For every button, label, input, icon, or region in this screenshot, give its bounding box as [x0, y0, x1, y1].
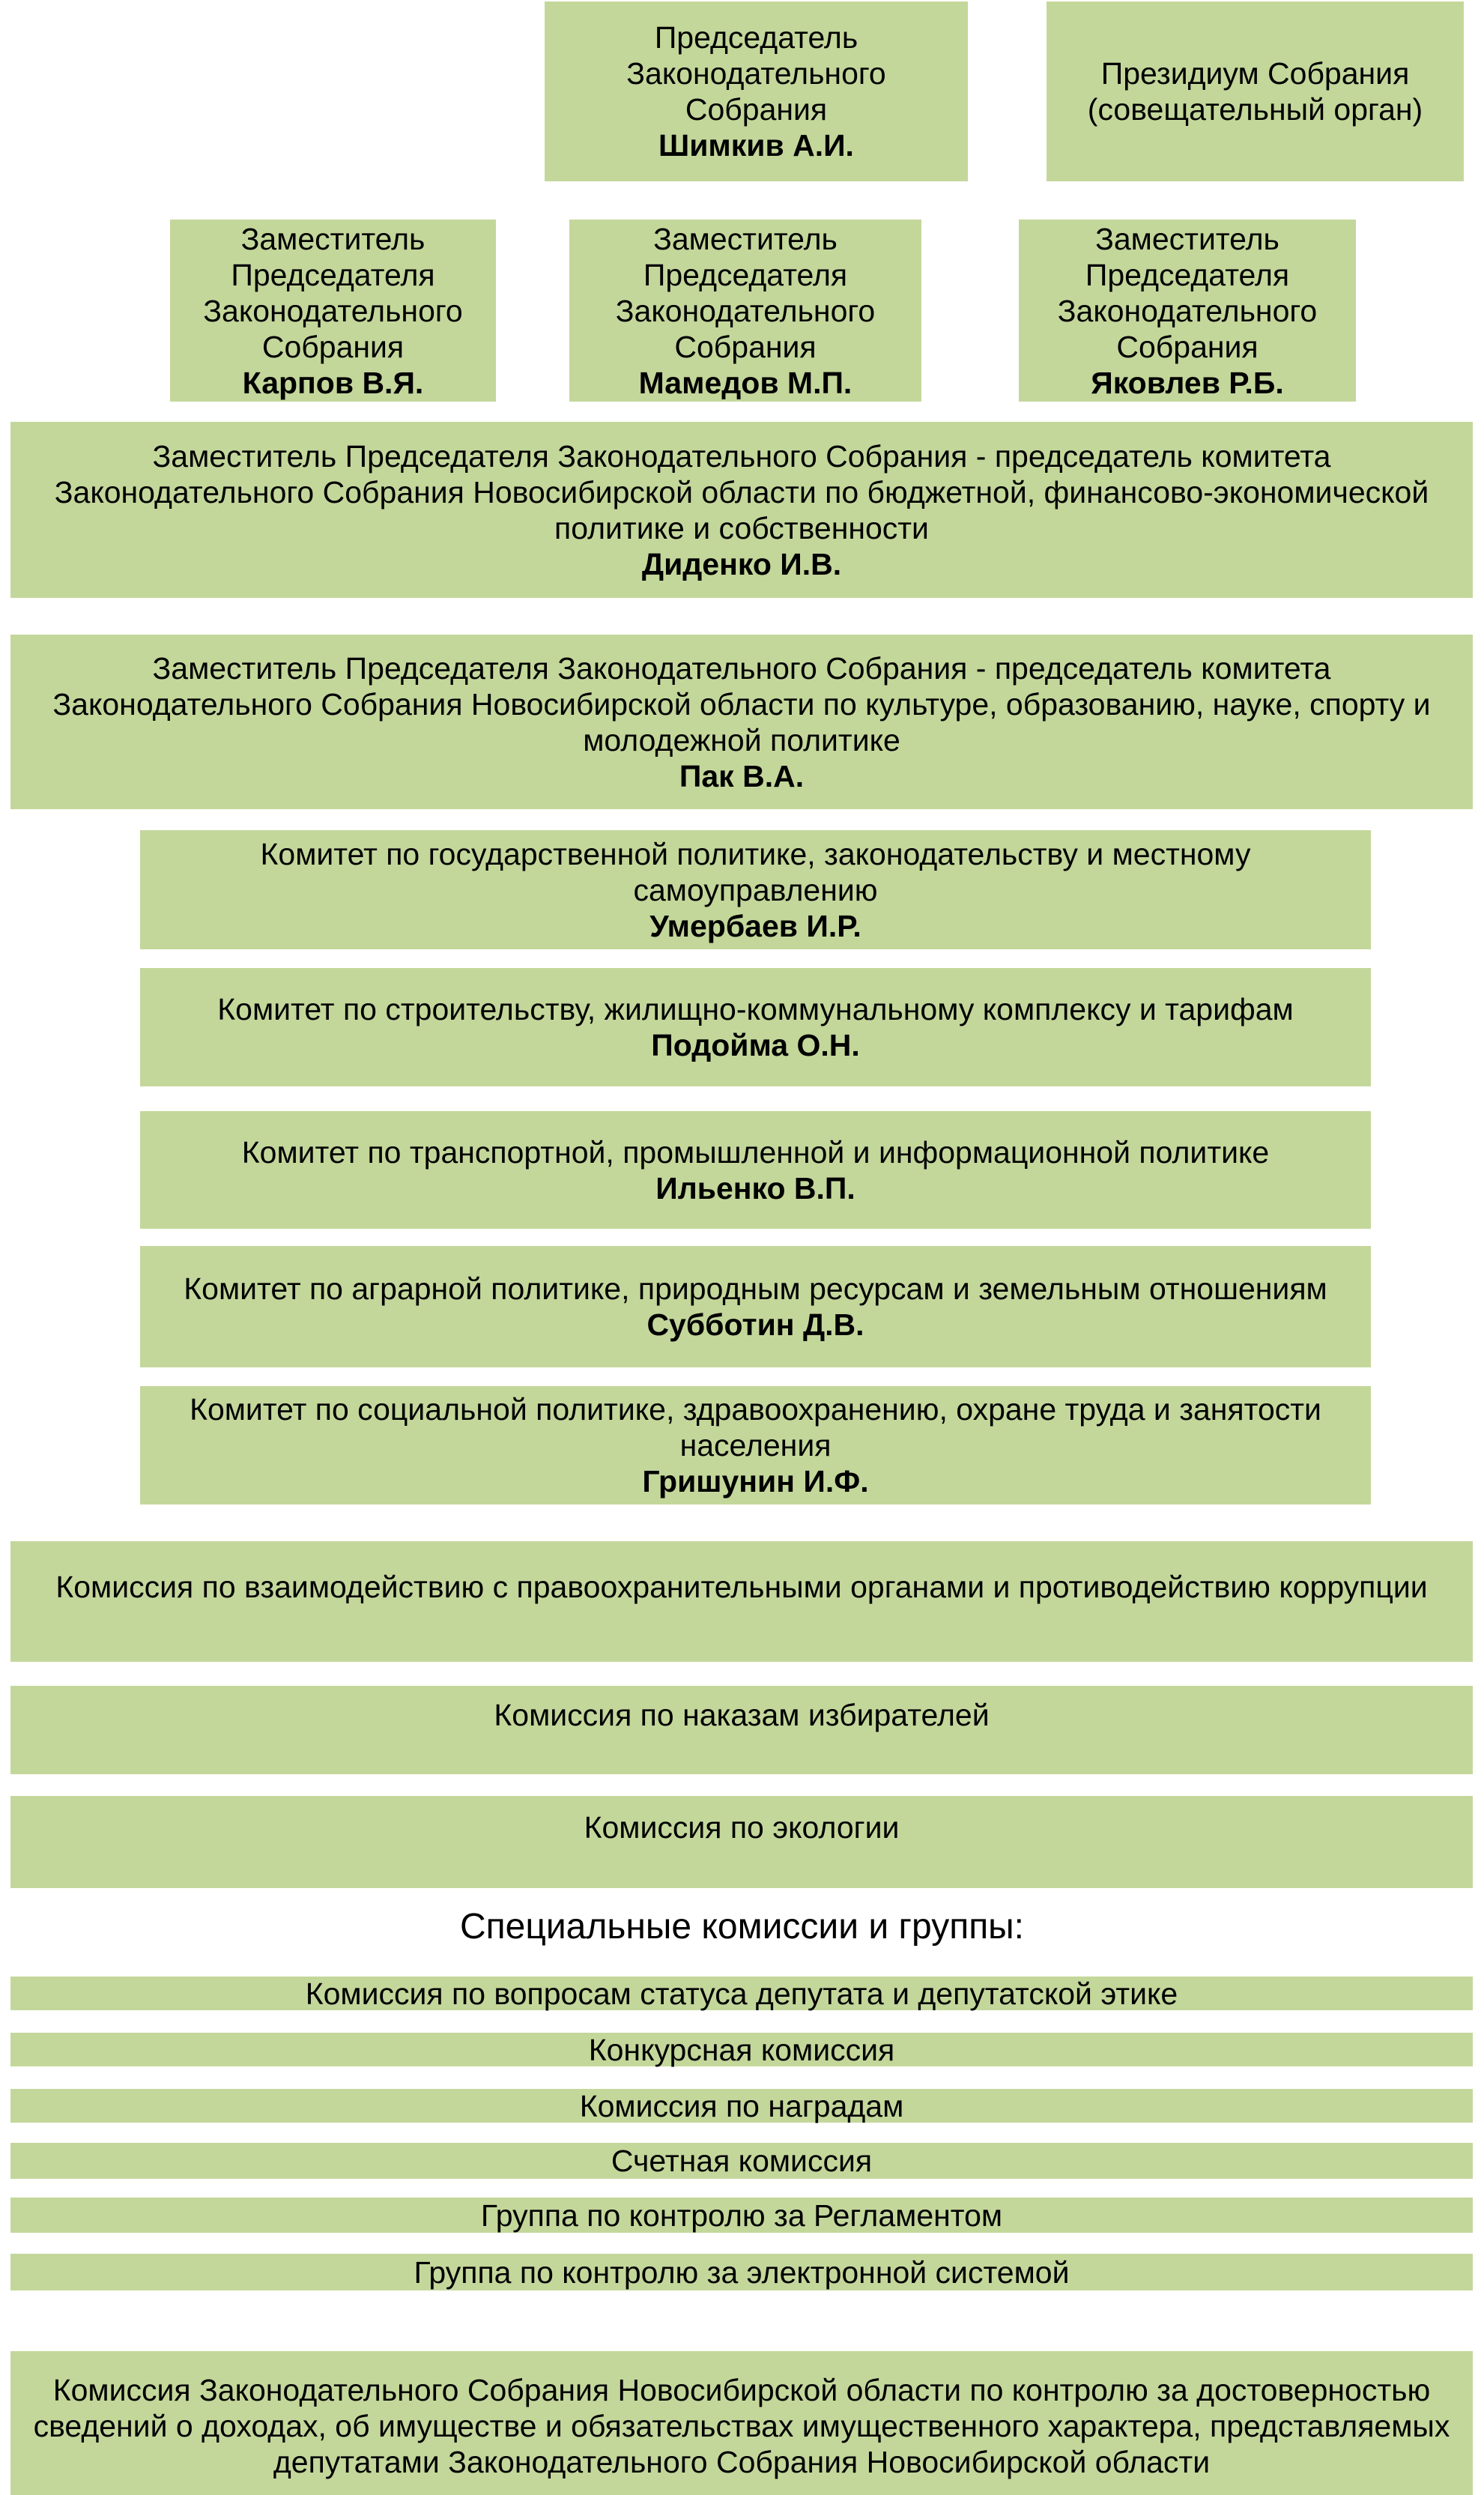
special-commission-competition-box [10, 2033, 1473, 2066]
committee-agrarian-box [140, 1246, 1371, 1367]
special-group-title: Группа по контролю за электронной системой [414, 2254, 1070, 2290]
committee-chair-name: Умербаев И.Р. [649, 908, 861, 943]
commission-ecology-box [10, 1796, 1473, 1888]
vice-chairman-budget-name: Диденко И.В. [641, 546, 842, 581]
commission-title: Комиссия по взаимодействию с правоохранительными органами и противодействию коррупции [55, 1569, 1428, 1604]
committee-state-policy-box [140, 830, 1371, 949]
deputy-chairman-box-3 [1019, 220, 1356, 402]
vice-chairman-culture-title: Заместитель Председателя Законодательного Собрания - председатель комитета Законодательного Собрания Новосибирской области по культуре, образованию, науке, спорту и молодежной политике [52, 650, 1431, 757]
commission-income-verification-title: Комиссия Законодательного Собрания Новосибирской области по контролю за достоверностью сведений о доходах, об имуществе и обязательствах имущественного характера, представляемых депутатами Законодательного Собрания Новосибирской области [33, 2373, 1450, 2479]
committee-transport-box [140, 1111, 1371, 1229]
committee-title: Комитет по строительству, жилищно-коммунальному комплексу и тарифам [217, 992, 1294, 1026]
committee-construction-box [140, 968, 1371, 1086]
deputy-chairman-title: Заместитель Председателя Законодательного Собрания [1057, 221, 1318, 364]
commission-income-verification-box [10, 2351, 1473, 2495]
presidium-box [1047, 1, 1464, 181]
vice-chairman-budget-committee-box [10, 422, 1473, 598]
deputy-chairman-title: Заместитель Председателя Законодательного Собрания [615, 221, 876, 364]
deputy-chairman-title: Заместитель Председателя Законодательного Собрания [203, 221, 463, 364]
special-commission-counting-box [10, 2143, 1473, 2179]
committee-chair-name: Субботин Д.В. [646, 1307, 864, 1342]
commission-law-enforcement-box [10, 1541, 1473, 1662]
chairman-box [545, 1, 968, 181]
committee-title: Комитет по социальной политике, здравоохранению, охране труда и занятости населения [190, 1392, 1321, 1463]
special-group-regulations-box [10, 2198, 1473, 2233]
deputy-chairman-name: Мамедов М.П. [638, 365, 852, 400]
special-commission-title: Комиссия по вопросам статуса депутата и депутатской этике [305, 1976, 1178, 2011]
committee-social-policy-box [140, 1386, 1371, 1504]
commission-voter-mandates-box [10, 1686, 1473, 1774]
special-group-title: Группа по контролю за Регламентом [480, 2198, 1003, 2233]
special-group-electronic-system-box [10, 2254, 1473, 2290]
committee-chair-name: Ильенко В.П. [655, 1170, 855, 1206]
commission-title: Комиссия по наказам избирателей [494, 1698, 990, 1732]
special-commission-awards-box [10, 2089, 1473, 2123]
special-commission-title: Счетная комиссия [611, 2144, 873, 2178]
commission-title: Комиссия по экологии [584, 1809, 900, 1845]
special-commission-title: Конкурсная комиссия [588, 2032, 895, 2067]
chairman-title: Председатель Законодательного Собрания [626, 20, 886, 127]
committee-chair-name: Подойма О.Н. [651, 1028, 860, 1062]
vice-chairman-culture-committee-box [10, 635, 1473, 809]
special-commission-title: Комиссия по наградам [579, 2088, 904, 2123]
chairman-name: Шимкив А.И. [658, 128, 854, 163]
committee-title: Комитет по аграрной политике, природным ресурсам и земельным отношениям [184, 1271, 1327, 1306]
deputy-chairman-box-2 [569, 220, 921, 402]
vice-chairman-budget-title: Заместитель Председателя Законодательного Собрания - председатель комитета Законодательного Собрания Новосибирской области по бюджетной, финансово-экономической политике и собственности [54, 438, 1429, 545]
special-commissions-heading: Специальные комиссии и группы: [459, 1907, 1025, 1947]
deputy-chairman-name: Яковлев Р.Б. [1091, 365, 1284, 400]
vice-chairman-culture-name: Пак В.А. [679, 758, 805, 793]
committee-title: Комитет по государственной политике, законодательству и местному самоуправлению [260, 836, 1251, 907]
deputy-chairman-box-1 [170, 220, 496, 402]
committee-chair-name: Гришунин И.Ф. [642, 1464, 869, 1498]
special-commission-deputy-status-box [10, 1977, 1473, 2010]
committee-title: Комитет по транспортной, промышленной и информационной политике [241, 1134, 1270, 1170]
presidium-title: Президиум Собрания (совещательный орган) [1087, 56, 1423, 127]
deputy-chairman-name: Карпов В.Я. [242, 365, 424, 400]
